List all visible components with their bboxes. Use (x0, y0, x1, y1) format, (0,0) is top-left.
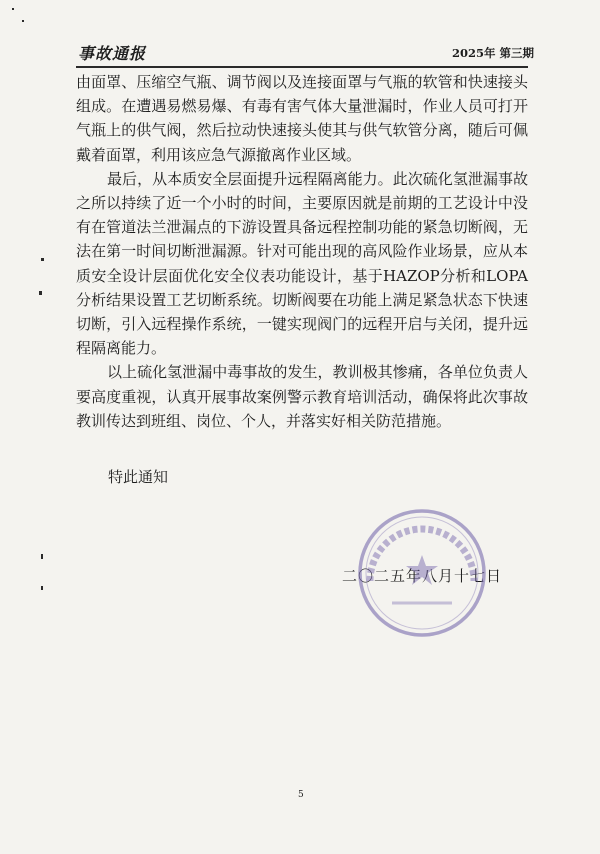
paragraph-lessons: 以上硫化氢泄漏中毒事故的发生，教训极其惨痛，各单位负责人要高度重视，认真开展事故案例警示教育培训活动，确保将此次事故教训传达到班组、岗位、个人，并落实好相关防范措施。 (76, 363, 528, 430)
header-divider (76, 66, 528, 68)
scan-speck (41, 554, 43, 559)
publication-title: 事故通报 (78, 44, 147, 63)
page-number: 5 (298, 790, 304, 800)
scan-speck (41, 258, 44, 261)
body-text (76, 70, 528, 433)
issue-date: 二〇二五年八月十七日 (342, 567, 503, 585)
paragraph-remote-isolation: 最后，从本质安全层面提升远程隔离能力。此次硫化氢泄漏事故之所以持续了近一个小时的时间，主要原因就是前期的工艺设计中没有在管道法兰泄漏点的下游设置具备远程控制功能的紧急切断阀，无法在第一时间切断泄漏源。针对可能出现的高风险作业场景，应从本质安全设计层面优化安全仪表功能设计，基于HAZOP分析和LOPA分析结果设置工艺切断系统。切断阀要在功能上满足紧急状态下快速切断，引入远程操作系统，一键实现阀门的远程开启与关闭，提升远程隔离能力。 (76, 169, 528, 358)
scan-speck (41, 586, 43, 590)
scan-speck (12, 8, 14, 10)
signoff: 特此通知 (108, 468, 169, 486)
paragraph-continuation: 由面罩、压缩空气瓶、调节阀以及连接面罩与气瓶的软管和快速接头组成。在遭遇易燃易爆、有毒有害气体大量泄漏时，作业人员可打开气瓶上的供气阀，然后拉动快速接头使其与供气软管分离，随后可佩戴着面罩，利用该应急气源撤离作业区域。 (76, 73, 528, 164)
company-seal-stamp (352, 503, 492, 643)
issue-label: 2025年 第三期 (452, 46, 535, 60)
scan-speck (22, 20, 24, 22)
scan-speck (39, 291, 42, 295)
